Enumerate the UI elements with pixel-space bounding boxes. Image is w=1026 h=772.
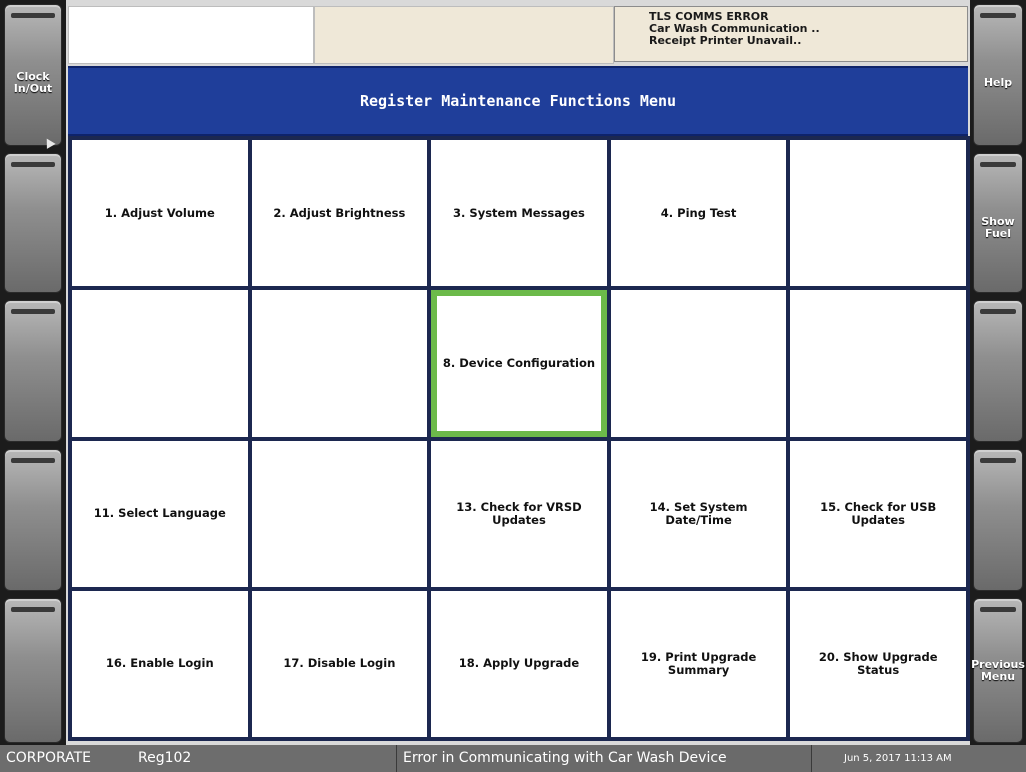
help-label: Help [983,76,1013,89]
menu-button[interactable]: 16. Enable Login [72,591,248,737]
help-button[interactable] [973,4,1023,146]
menu-button[interactable]: 13. Check for VRSD Updates [431,441,607,587]
show-fuel-button[interactable] [973,153,1023,293]
menu-title-bar [68,66,968,136]
button-notch [11,162,55,167]
menu-button[interactable]: 8. Device Configuration [431,290,607,436]
message-panel-blank [68,6,314,64]
button-notch [980,13,1016,18]
button-notch [980,607,1016,612]
menu-button[interactable]: 14. Set System Date/Time [611,441,787,587]
menu-button-empty[interactable] [252,290,428,436]
menu-button[interactable]: 20. Show Upgrade Status [790,591,966,737]
button-notch [980,162,1016,167]
store-name: CORPORATE [6,750,92,766]
menu-button[interactable]: 18. Apply Upgrade [431,591,607,737]
clock-in-out-button[interactable] [4,4,62,146]
clock-in-out-label: Clock In/Out [13,70,53,95]
right-function-button-4[interactable] [973,449,1023,591]
button-notch [980,309,1016,314]
alert-line: TLS COMMS ERROR [649,10,769,23]
alert-line: Car Wash Communication .. [649,22,820,35]
button-notch [11,607,55,612]
menu-button[interactable]: 4. Ping Test [611,140,787,286]
menu-button[interactable]: 2. Adjust Brightness [252,140,428,286]
show-fuel-label: Show Fuel [981,215,1015,240]
left-function-button-3[interactable] [4,300,62,442]
button-notch [11,13,55,18]
status-datetime: Jun 5, 2017 11:13 AM [844,753,952,764]
menu-button[interactable]: 15. Check for USB Updates [790,441,966,587]
alert-line: Receipt Printer Unavail.. [649,34,802,47]
status-bar [0,745,1026,772]
menu-button[interactable]: 1. Adjust Volume [72,140,248,286]
left-function-column [0,0,66,745]
menu-button-empty[interactable] [72,290,248,436]
previous-menu-button[interactable] [973,598,1023,743]
alerts-panel[interactable] [614,6,968,62]
left-function-button-4[interactable] [4,449,62,591]
register-id: Reg102 [138,750,192,766]
status-message-box [396,745,812,772]
button-notch [980,458,1016,463]
menu-grid [68,136,970,741]
right-function-column [970,0,1026,745]
right-function-button-3[interactable] [973,300,1023,442]
button-notch [11,458,55,463]
menu-title: Register Maintenance Functions Menu [359,92,677,110]
menu-button[interactable]: 17. Disable Login [252,591,428,737]
message-panel-middle [314,6,614,64]
menu-button-empty[interactable] [252,441,428,587]
menu-button-empty[interactable] [611,290,787,436]
menu-button[interactable]: 19. Print Upgrade Summary [611,591,787,737]
left-function-button-5[interactable] [4,598,62,743]
status-message: Error in Communicating with Car Wash Device [403,750,727,766]
button-notch [11,309,55,314]
menu-button-empty[interactable] [790,140,966,286]
menu-button[interactable]: 11. Select Language [72,441,248,587]
left-function-button-2[interactable] [4,153,62,293]
menu-button-empty[interactable] [790,290,966,436]
status-date-box [812,745,1026,772]
previous-menu-label: Previous Menu [971,658,1025,683]
menu-button[interactable]: 3. System Messages [431,140,607,286]
